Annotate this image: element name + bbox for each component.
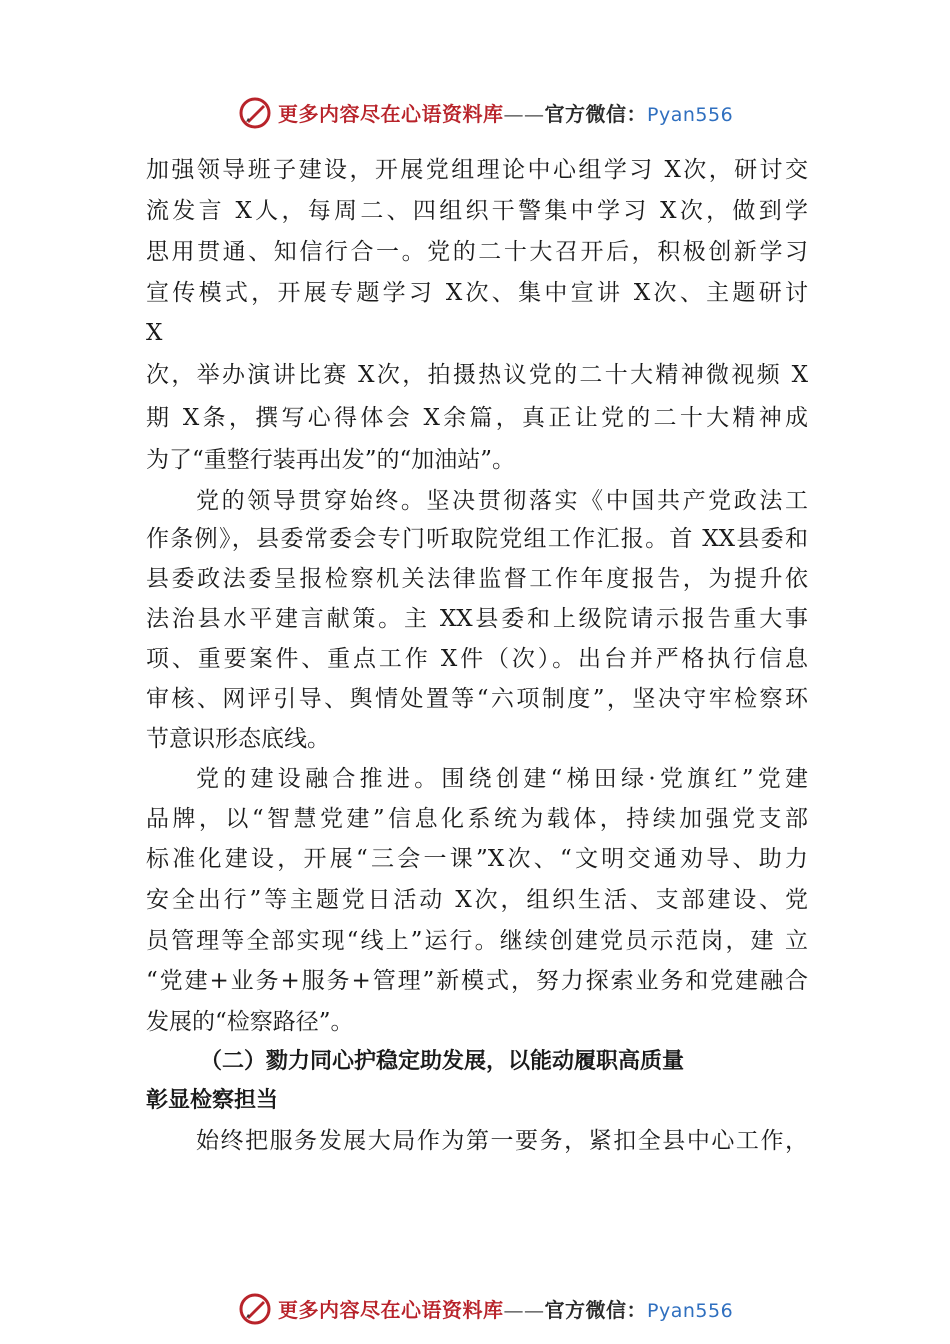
paragraph-first-line: 始终把服务发展大局作为第一要务，紧扣全县中心工作， <box>196 1128 808 1154</box>
watermark-main: 更多内容尽在心语资料库 <box>278 1298 504 1322</box>
text-line: 作条例》，县委常委会专门听取院党组工作汇报。首 XX县委和 <box>146 526 808 552</box>
watermark-id: Pyan556 <box>647 104 734 126</box>
watermark-main: 更多内容尽在心语资料库 <box>278 102 504 126</box>
paragraph-first-line: 党的建设融合推进。围绕创建“梯田绿·党旗红”党建 <box>196 766 808 792</box>
section-heading-cont: 彰显检察担当 <box>146 1088 279 1113</box>
text-line: 流发言 X人，每周二、四组织干警集中学习 X次，做到学 <box>146 198 808 224</box>
text-line: X <box>146 320 163 346</box>
text-line: 安全出行”等主题党日活动 X次，组织生活、支部建设、党 <box>146 887 808 913</box>
text-line: 节意识形态底线。 <box>146 726 330 752</box>
paragraph-first-line: 党的领导贯穿始终。坚决贯彻落实《中国共产党政法工 <box>196 488 808 514</box>
watermark-label: 官方微信： <box>544 102 647 126</box>
text-line: 县委政法委呈报检察机关法律监督工作年度报告，为提升依 <box>146 566 808 592</box>
watermark-text <box>278 1296 733 1325</box>
watermark-dash: —— <box>503 1298 545 1322</box>
watermark-label: 官方微信： <box>544 1298 647 1322</box>
text-line: 次，举办演讲比赛 X次，拍摄热议党的二十大精神微视频 X <box>146 362 808 388</box>
watermark-dash: —— <box>503 102 545 126</box>
watermark-id: Pyan556 <box>647 1300 734 1322</box>
text-line: 员管理等全部实现“线上”运行。继续创建党员示范岗，建 立 <box>146 928 808 954</box>
text-line: 期 X条，撰写心得体会 X余篇，真正让党的二十大精神成 <box>146 405 808 431</box>
pen-seal-logo-icon <box>238 96 272 130</box>
watermark-banner-top <box>0 94 950 134</box>
text-line: 品牌，以“智慧党建”信息化系统为载体，持续加强党支部 <box>146 806 808 832</box>
text-line: 加强领导班子建设，开展党组理论中心组学习 X次，研讨交 <box>146 157 808 183</box>
text-line: 项、重要案件、重点工作 X件（次）。出台并严格执行信息 <box>146 646 808 672</box>
text-line: “党建+业务+服务+管理”新模式，努力探索业务和党建融合 <box>146 968 808 994</box>
text-line: 审核、网评引导、舆情处置等“六项制度”，坚决守牢检察环 <box>146 686 808 712</box>
watermark-banner-bottom <box>0 1290 950 1330</box>
text-line: 法治县水平建言献策。主 XX县委和上级院请示报告重大事 <box>146 606 808 632</box>
pen-seal-logo-icon <box>238 1292 272 1326</box>
text-line: 宣传模式，开展专题学习 X次、集中宣讲 X次、主题研讨 <box>146 280 808 306</box>
text-line: 思用贯通、知信行合一。党的二十大召开后，积极创新学习 <box>146 239 808 265</box>
section-heading: （二）勠力同心护稳定助发展，以能动履职高质量 <box>200 1049 685 1074</box>
text-line: 标准化建设，开展“三会一课”X次、“文明交通劝导、助力 <box>146 846 808 872</box>
watermark-text <box>278 100 733 129</box>
text-line: 为了“重整行装再出发”的“加油站”。 <box>146 447 516 473</box>
text-line: 发展的“检察路径”。 <box>146 1009 354 1035</box>
